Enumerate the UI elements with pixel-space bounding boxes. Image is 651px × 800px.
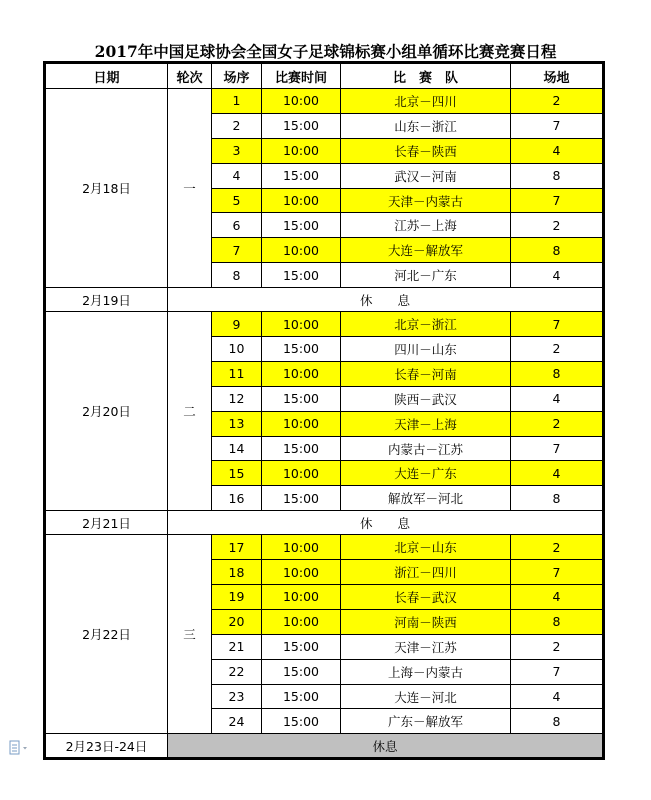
date-cell: 2月22日 xyxy=(46,535,168,734)
teams-cell: 北京－浙江 xyxy=(341,312,511,337)
document-options-icon[interactable] xyxy=(8,740,34,756)
match-no-cell: 9 xyxy=(212,312,262,337)
rest-cell: 休息 xyxy=(168,734,603,758)
table-row xyxy=(46,89,603,114)
venue-cell: 8 xyxy=(511,163,603,188)
schedule-body xyxy=(46,89,603,758)
venue-cell: 7 xyxy=(511,113,603,138)
teams-cell: 大连－河北 xyxy=(341,684,511,709)
venue-cell: 4 xyxy=(511,263,603,288)
round-cell: 三 xyxy=(168,535,212,734)
teams-cell: 陕西－武汉 xyxy=(341,386,511,411)
time-cell: 10:00 xyxy=(262,535,341,560)
venue-cell: 4 xyxy=(511,461,603,486)
match-no-cell: 12 xyxy=(212,386,262,411)
venue-cell: 4 xyxy=(511,684,603,709)
time-cell: 15:00 xyxy=(262,386,341,411)
round-cell: 一 xyxy=(168,89,212,288)
match-no-cell: 21 xyxy=(212,634,262,659)
teams-cell: 天津－内蒙古 xyxy=(341,188,511,213)
venue-cell: 7 xyxy=(511,188,603,213)
date-cell: 2月23日-24日 xyxy=(46,734,168,758)
venue-cell: 7 xyxy=(511,436,603,461)
time-cell: 15:00 xyxy=(262,337,341,362)
table-row xyxy=(46,312,603,337)
match-no-cell: 2 xyxy=(212,113,262,138)
teams-cell: 大连－广东 xyxy=(341,461,511,486)
time-cell: 10:00 xyxy=(262,560,341,585)
venue-cell: 2 xyxy=(511,634,603,659)
round-cell: 二 xyxy=(168,312,212,511)
teams-cell: 长春－武汉 xyxy=(341,585,511,610)
time-cell: 10:00 xyxy=(262,361,341,386)
time-cell: 15:00 xyxy=(262,213,341,238)
match-no-cell: 10 xyxy=(212,337,262,362)
time-cell: 10:00 xyxy=(262,89,341,114)
teams-cell: 天津－上海 xyxy=(341,411,511,436)
time-cell: 10:00 xyxy=(262,585,341,610)
time-cell: 15:00 xyxy=(262,263,341,288)
schedule-table xyxy=(45,63,603,758)
venue-cell: 2 xyxy=(511,535,603,560)
match-no-cell: 1 xyxy=(212,89,262,114)
time-cell: 15:00 xyxy=(262,113,341,138)
teams-cell: 武汉－河南 xyxy=(341,163,511,188)
time-cell: 10:00 xyxy=(262,461,341,486)
match-no-cell: 8 xyxy=(212,263,262,288)
venue-cell: 8 xyxy=(511,238,603,263)
time-cell: 15:00 xyxy=(262,709,341,734)
match-no-cell: 14 xyxy=(212,436,262,461)
teams-cell: 内蒙古－江苏 xyxy=(341,436,511,461)
venue-cell: 8 xyxy=(511,486,603,511)
time-cell: 10:00 xyxy=(262,312,341,337)
table-row xyxy=(46,535,603,560)
match-no-cell: 13 xyxy=(212,411,262,436)
time-cell: 10:00 xyxy=(262,411,341,436)
header-match-no: 场序 xyxy=(212,64,262,89)
teams-cell: 上海－内蒙古 xyxy=(341,659,511,684)
match-no-cell: 3 xyxy=(212,138,262,163)
match-no-cell: 17 xyxy=(212,535,262,560)
teams-cell: 江苏－上海 xyxy=(341,213,511,238)
venue-cell: 4 xyxy=(511,386,603,411)
teams-cell: 长春－陕西 xyxy=(341,138,511,163)
rest-cell: 休 息 xyxy=(168,288,603,312)
venue-cell: 4 xyxy=(511,138,603,163)
date-cell: 2月20日 xyxy=(46,312,168,511)
time-cell: 15:00 xyxy=(262,486,341,511)
venue-cell: 4 xyxy=(511,585,603,610)
teams-cell: 北京－山东 xyxy=(341,535,511,560)
time-cell: 15:00 xyxy=(262,163,341,188)
match-no-cell: 5 xyxy=(212,188,262,213)
match-no-cell: 6 xyxy=(212,213,262,238)
match-no-cell: 24 xyxy=(212,709,262,734)
header-round: 轮次 xyxy=(168,64,212,89)
match-no-cell: 15 xyxy=(212,461,262,486)
match-no-cell: 7 xyxy=(212,238,262,263)
teams-cell: 河北－广东 xyxy=(341,263,511,288)
teams-cell: 四川－山东 xyxy=(341,337,511,362)
time-cell: 15:00 xyxy=(262,659,341,684)
venue-cell: 8 xyxy=(511,709,603,734)
teams-cell: 北京－四川 xyxy=(341,89,511,114)
teams-cell: 大连－解放军 xyxy=(341,238,511,263)
time-cell: 10:00 xyxy=(262,188,341,213)
time-cell: 10:00 xyxy=(262,238,341,263)
venue-cell: 2 xyxy=(511,89,603,114)
match-no-cell: 19 xyxy=(212,585,262,610)
date-cell: 2月21日 xyxy=(46,511,168,535)
venue-cell: 8 xyxy=(511,609,603,634)
rest-row xyxy=(46,288,603,312)
match-no-cell: 11 xyxy=(212,361,262,386)
rest-row xyxy=(46,511,603,535)
match-no-cell: 22 xyxy=(212,659,262,684)
time-cell: 15:00 xyxy=(262,634,341,659)
header-venue: 场地 xyxy=(511,64,603,89)
venue-cell: 7 xyxy=(511,312,603,337)
match-no-cell: 18 xyxy=(212,560,262,585)
venue-cell: 7 xyxy=(511,659,603,684)
rest-row xyxy=(46,734,603,758)
time-cell: 15:00 xyxy=(262,684,341,709)
time-cell: 10:00 xyxy=(262,138,341,163)
venue-cell: 2 xyxy=(511,411,603,436)
match-no-cell: 23 xyxy=(212,684,262,709)
header-row xyxy=(46,64,603,89)
teams-cell: 长春－河南 xyxy=(341,361,511,386)
time-cell: 10:00 xyxy=(262,609,341,634)
teams-cell: 浙江－四川 xyxy=(341,560,511,585)
match-no-cell: 20 xyxy=(212,609,262,634)
rest-cell: 休 息 xyxy=(168,511,603,535)
header-teams: 比 赛 队 xyxy=(341,64,511,89)
teams-cell: 广东－解放军 xyxy=(341,709,511,734)
header-time: 比赛时间 xyxy=(262,64,341,89)
teams-cell: 解放军－河北 xyxy=(341,486,511,511)
venue-cell: 7 xyxy=(511,560,603,585)
venue-cell: 8 xyxy=(511,361,603,386)
teams-cell: 天津－江苏 xyxy=(341,634,511,659)
match-no-cell: 4 xyxy=(212,163,262,188)
date-cell: 2月19日 xyxy=(46,288,168,312)
header-date: 日期 xyxy=(46,64,168,89)
teams-cell: 河南－陕西 xyxy=(341,609,511,634)
time-cell: 15:00 xyxy=(262,436,341,461)
venue-cell: 2 xyxy=(511,337,603,362)
schedule-title: 2017年中国足球协会全国女子足球锦标赛小组单循环比赛竞赛日程 xyxy=(94,42,557,61)
date-cell: 2月18日 xyxy=(46,89,168,288)
match-no-cell: 16 xyxy=(212,486,262,511)
venue-cell: 2 xyxy=(511,213,603,238)
teams-cell: 山东－浙江 xyxy=(341,113,511,138)
